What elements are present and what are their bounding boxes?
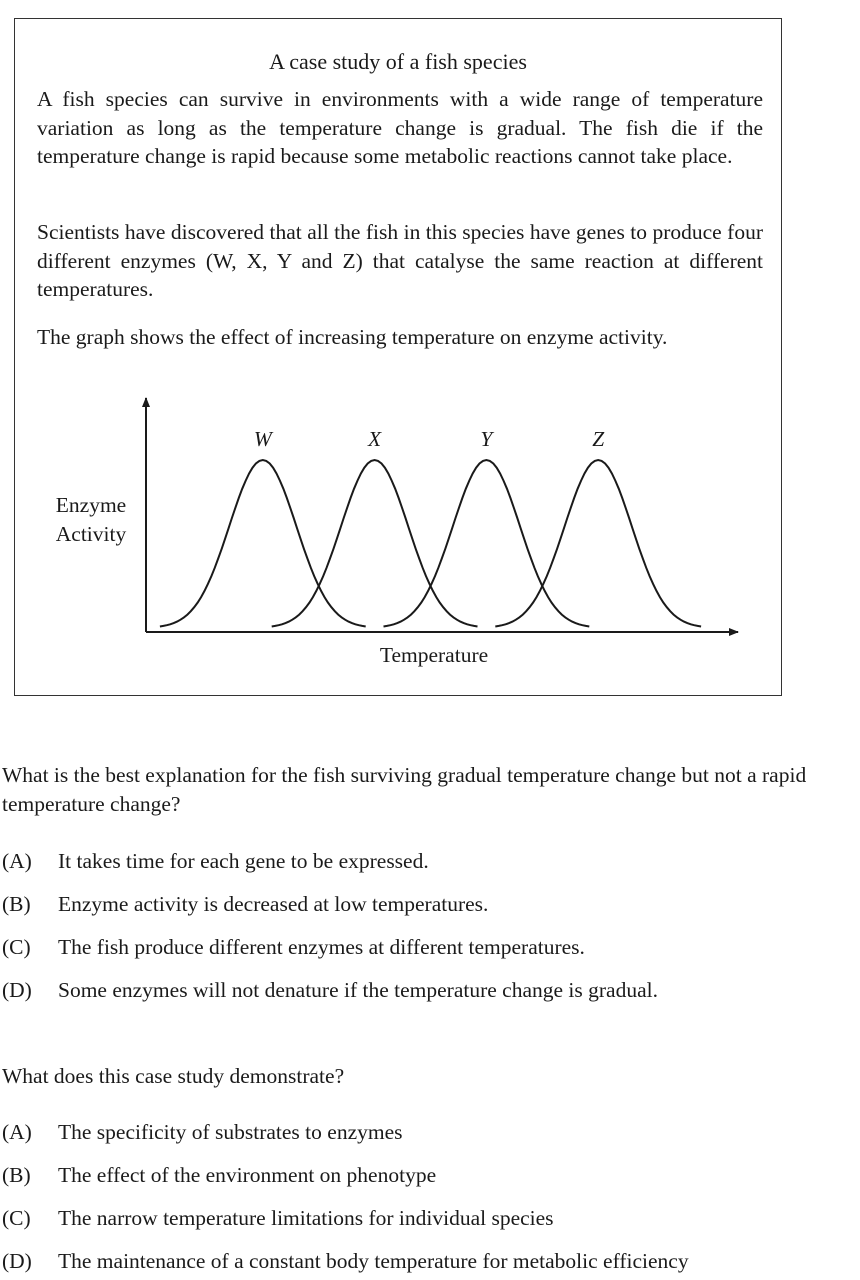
option-letter: (D) [2,1249,32,1273]
series-label-z: Z [592,427,605,451]
question-1-option-b[interactable] [2,890,852,918]
option-letter: (C) [2,1206,31,1230]
option-letter: (B) [2,892,31,916]
case-paragraph-3: The graph shows the effect of increasing temperature on enzyme activity. [37,325,668,349]
series-label-x: X [368,427,382,451]
case-paragraph-2: Scientists have discovered that all the fish in this species have genes to produce four different enzymes (W, X, Y and Z) that catalyse the same reaction at different temperatures. [37,220,763,301]
option-letter: (D) [2,978,32,1002]
option-letter: (A) [2,1120,32,1144]
option-letter: (A) [2,849,32,873]
y-axis-label-line-2: Activity [55,522,127,546]
option-text: The effect of the environment on phenotype [58,1163,437,1187]
question-2-option-c[interactable] [2,1204,852,1232]
option-text: The specificity of substrates to enzymes [58,1120,403,1144]
question-2-text: What does this case study demonstrate? [2,1064,345,1088]
curves-layer [160,427,701,627]
question-1-option-a[interactable] [2,847,852,875]
series-label-y: Y [480,427,493,451]
question-2-option-b[interactable] [2,1161,852,1189]
case-paragraph-1: A fish species can survive in environments with a wide range of temperature variation as long as the temperature change is gradual. The fish die if the temperature change is rapid because some metabolic reactions cannot take place. [37,87,763,168]
option-text: The narrow temperature limitations for individual species [58,1206,554,1230]
option-letter: (C) [2,935,31,959]
series-label-w: W [253,427,272,451]
option-text: The maintenance of a constant body temperature for metabolic efficiency [58,1249,689,1273]
y-axis-label-line-1: Enzyme [55,493,127,517]
case-study-title: A case study of a fish species [269,49,527,74]
option-text: Enzyme activity is decreased at low temperatures. [58,892,489,916]
question-1-option-d[interactable] [2,976,852,1004]
question-1-text: What is the best explanation for the fish surviving gradual temperature change but not a rapid temperature change? [2,763,807,816]
question-2-option-d[interactable] [2,1247,852,1275]
option-text: It takes time for each gene to be expressed. [58,849,429,873]
x-axis-label: Temperature [379,643,489,667]
question-1-option-c[interactable] [2,933,852,961]
option-text: The fish produce different enzymes at different temperatures. [58,935,585,959]
question-2-option-a[interactable] [2,1118,852,1146]
option-text: Some enzymes will not denature if the temperature change is gradual. [58,978,658,1002]
option-letter: (B) [2,1163,31,1187]
